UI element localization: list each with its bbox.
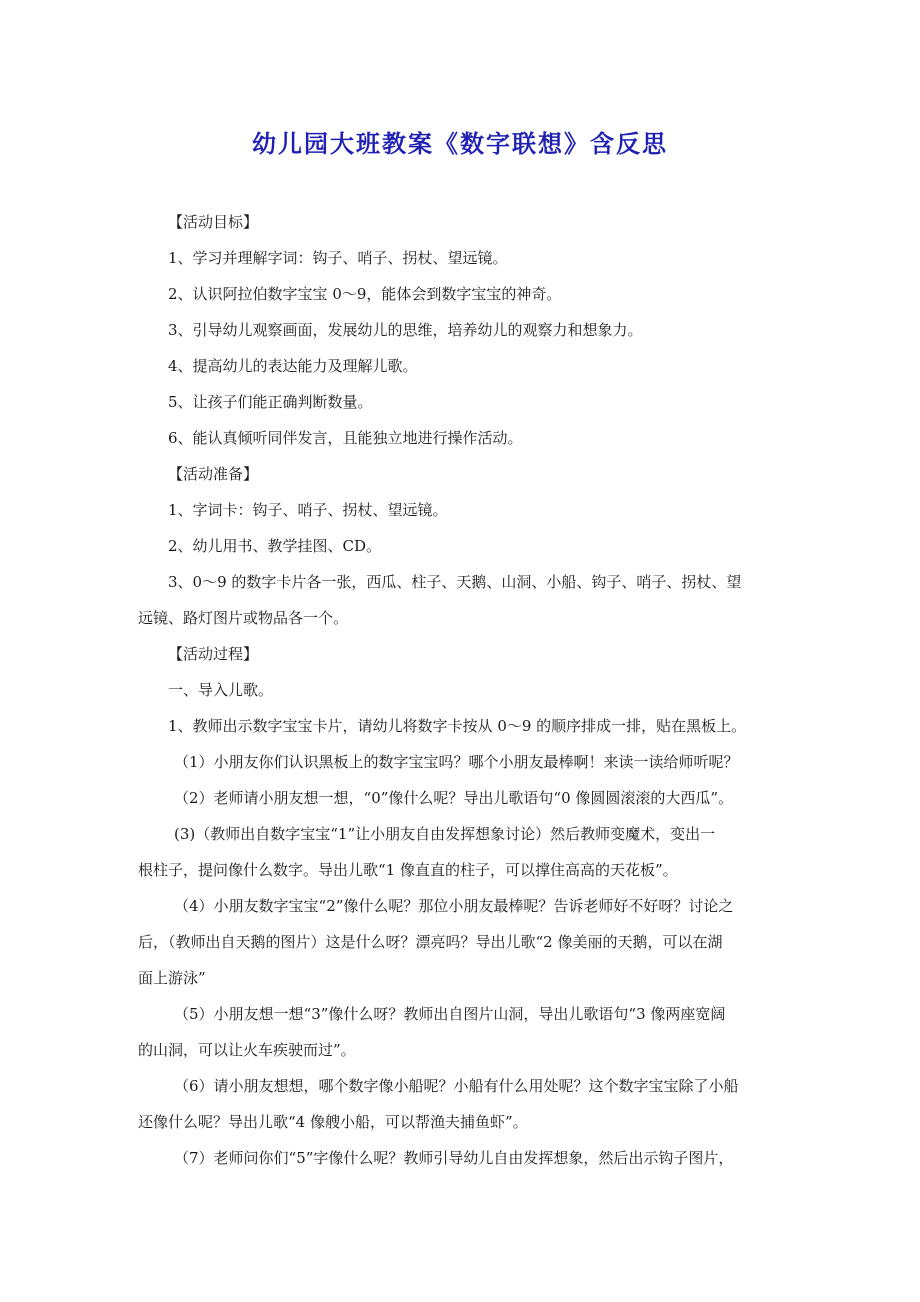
paragraph-continuation-line: 面上游泳” [138,969,206,987]
paragraph-line: （4）小朋友数字宝宝“2”像什么呢？那位小朋友最棒呢？告诉老师好不好呀？讨论之 [174,897,734,915]
paragraph-line: （1）小朋友你们认识黑板上的数字宝宝吗？哪个小朋友最棒啊！来读一读给师听呢？ [174,753,739,771]
paragraph-line: 5、让孩子们能正确判断数量。 [168,393,373,411]
paragraph-continuation-line: 根柱子，提问像什么数字。导出儿歌“1 像直直的柱子，可以撑住高高的天花板”。 [138,861,678,879]
section-heading-preparation: 【活动准备】 [168,465,259,483]
section-heading-process: 【活动过程】 [168,645,259,663]
paragraph-line: 6、能认真倾听同伴发言，且能独立地进行操作活动。 [168,429,523,447]
paragraph-line: 2、认识阿拉伯数字宝宝 0～9，能体会到数字宝宝的神奇。 [168,285,562,303]
paragraph-line: （5）小朋友想一想“3”像什么呀？教师出自图片山洞，导出儿歌语句“3 像两座宽阔 [174,1005,726,1023]
paragraph-continuation-line: 远镜、路灯图片或物品各一个。 [138,609,349,627]
paragraph-line: 3、引导幼儿观察画面，发展幼儿的思维，培养幼儿的观察力和想象力。 [168,321,643,339]
paragraph-continuation-line: 还像什么呢？导出儿歌“4 像艘小船，可以帮渔夫捕鱼虾”。 [138,1113,528,1131]
section-heading-objectives: 【活动目标】 [168,213,259,231]
paragraph-line: 4、提高幼儿的表达能力及理解儿歌。 [168,357,418,375]
paragraph-line: 一、导入儿歌。 [168,681,274,699]
document-body [138,204,788,1176]
paragraph-line: (3)（教师出自数字宝宝“1”让小朋友自由发挥想象讨论）然后教师变魔术，变出一 [174,825,716,843]
paragraph-continuation-line: 后，（教师出自天鹅的图片）这是什么呀？漂亮吗？导出儿歌“2 像美丽的天鹅，可以在湖 [138,933,723,951]
paragraph-line: （6）请小朋友想想，哪个数字像小船呢？小船有什么用处呢？这个数字宝宝除了小船 [174,1077,739,1095]
paragraph-line: 2、幼儿用书、教学挂图、CD。 [168,537,382,555]
paragraph-line: 1、学习并理解字词：钩子、哨子、拐杖、望远镜。 [168,249,508,267]
paragraph-continuation-line: 的山洞，可以让火车疾驶而过”。 [138,1041,356,1059]
document-title: 幼儿园大班教案《数字联想》含反思 [252,130,668,158]
paragraph-line: 1、教师出示数字宝宝卡片，请幼儿将数字卡按从 0～9 的顺序排成一排，贴在黑板上。 [168,717,747,735]
paragraph-line: （2）老师请小朋友想一想，“0”像什么呢？导出儿歌语句“0 像圆圆滚滚的大西瓜”。 [174,789,734,807]
paragraph-line: 3、0～9 的数字卡片各一张，西瓜、柱子、天鹅、山洞、小船、钩子、哨子、拐杖、望 [168,573,742,591]
paragraph-line: 1、字词卡：钩子、哨子、拐杖、望远镜。 [168,501,448,519]
paragraph-line: （7）老师问你们“5”字像什么呢？教师引导幼儿自由发挥想象，然后出示钩子图片， [174,1149,734,1167]
